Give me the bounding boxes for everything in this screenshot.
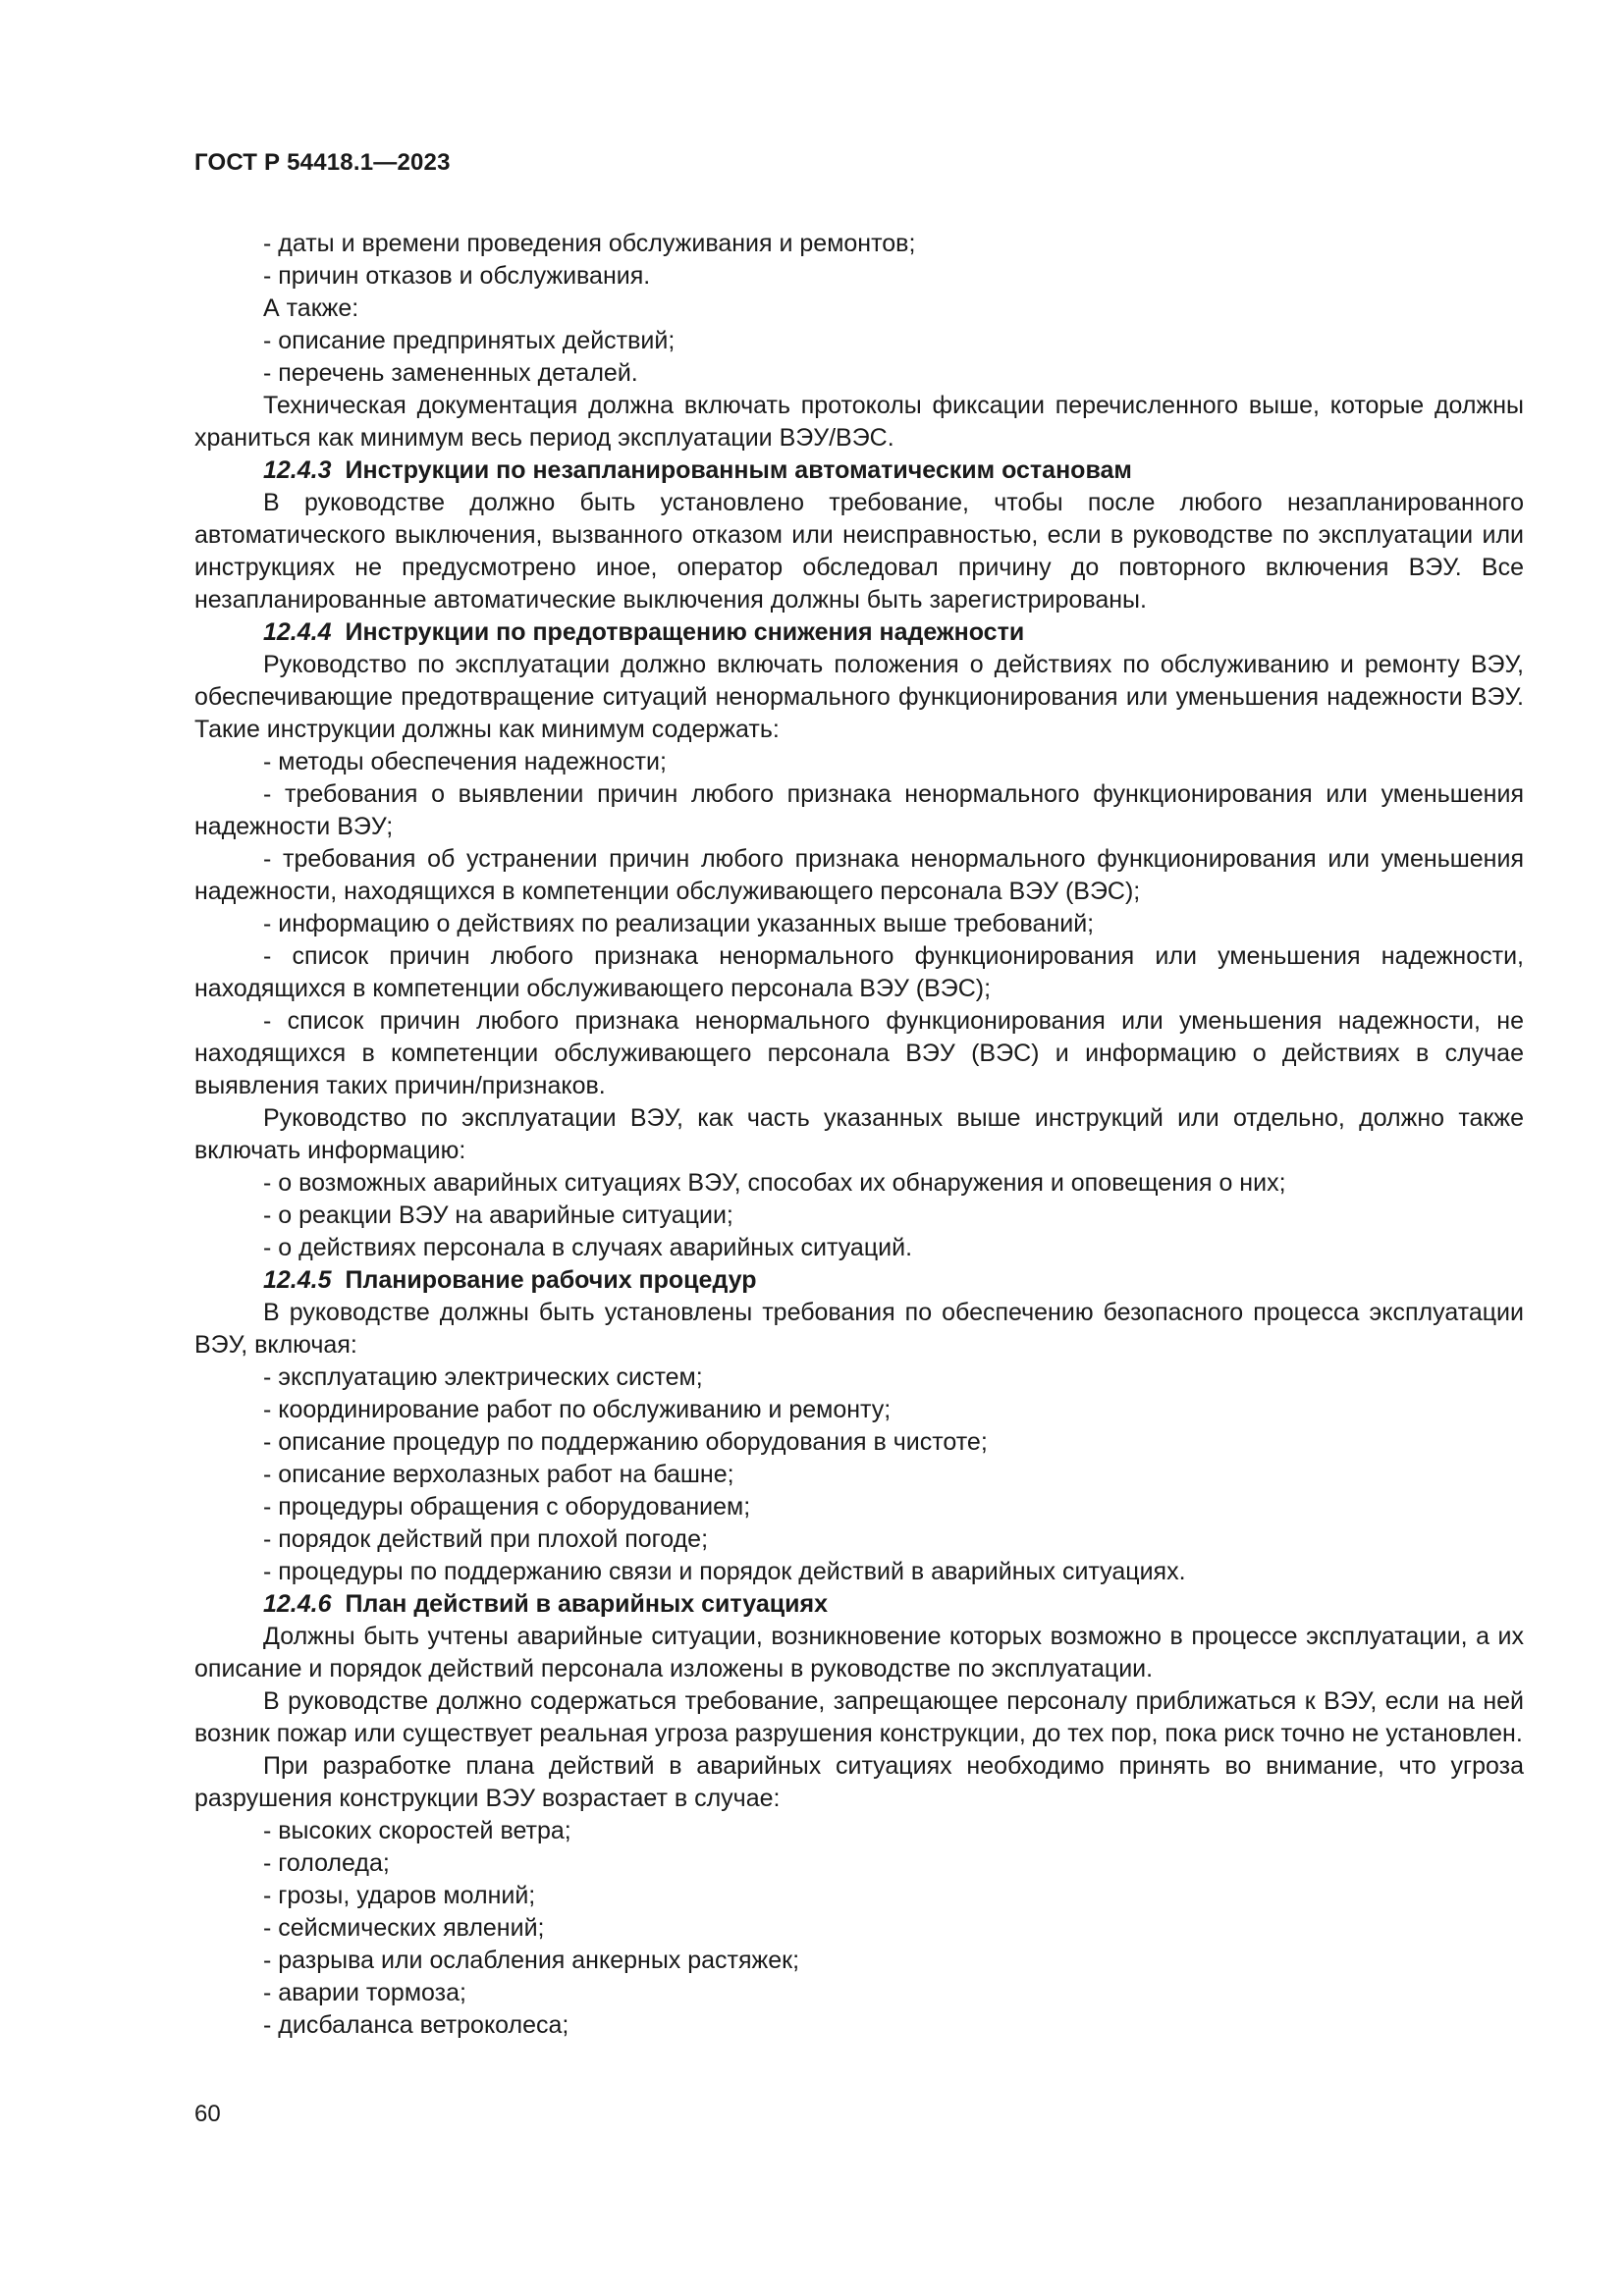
paragraph: Техническая документация должна включать протоколы фиксации перечисленного выше, которые должны храниться как минимум весь период эксплуатации ВЭУ/ВЭС. (194, 392, 1524, 452)
list-item: - перечень замененных деталей. (263, 359, 638, 387)
list-item: - описание верхолазных работ на башне; (263, 1461, 734, 1488)
section-heading (194, 454, 1524, 487)
paragraph: В руководстве должно содержаться требование, запрещающее персоналу приближаться к ВЭУ, если на ней возник пожар или существует реальная угроза разрушения конструкции, до тех пор, пока риск точно не установлен. (194, 1687, 1524, 1747)
section-heading (194, 616, 1524, 649)
list-item: - дисбаланса ветроколеса; (263, 2011, 569, 2039)
list-item: - о действиях персонала в случаях аварийных ситуаций. (263, 1234, 913, 1261)
document-body (194, 228, 1524, 2042)
list-item: - эксплуатацию электрических систем; (263, 1363, 703, 1391)
list-item: - гололеда; (263, 1849, 390, 1877)
list-item: - причин отказов и обслуживания. (263, 262, 651, 290)
list-item: - порядок действий при плохой погоде; (263, 1525, 709, 1553)
list-item: - высоких скоростей ветра; (263, 1817, 571, 1844)
paragraph: Должны быть учтены аварийные ситуации, возникновение которых возможно в процессе эксплуатации, а их описание и порядок действий персонала изложены в руководстве по эксплуатации. (194, 1623, 1524, 1682)
paragraph: Руководство по эксплуатации должно включать положения о действиях по обслуживанию и ремонту ВЭУ, обеспечивающие предотвращение ситуаций ненормального функционирования или уменьшения надежности ВЭУ. Такие инструкции должны как минимум содержать: (194, 651, 1524, 743)
paragraph: В руководстве должны быть установлены требования по обеспечению безопасного процесса эксплуатации ВЭУ, включая: (194, 1299, 1524, 1359)
list-item: - описание процедур по поддержанию оборудования в чистоте; (263, 1428, 988, 1456)
paragraph: Руководство по эксплуатации ВЭУ, как часть указанных выше инструкций или отдельно, должно также включать информацию: (194, 1104, 1524, 1164)
list-item: - сейсмических явлений; (263, 1914, 545, 1942)
section-heading (194, 1588, 1524, 1621)
paragraph: При разработке плана действий в аварийных ситуациях необходимо принять во внимание, что угроза разрушения конструкции ВЭУ возрастает в случае: (194, 1752, 1524, 1812)
list-item: - разрыва или ослабления анкерных растяжек; (263, 1947, 800, 1974)
page-header-standard-code: ГОСТ Р 54418.1—2023 (194, 149, 451, 176)
list-item: - процедуры обращения с оборудованием; (263, 1493, 751, 1521)
section-number: 12.4.5 (263, 1266, 332, 1294)
list-item: А также: (263, 294, 359, 322)
paragraph: В руководстве должно быть установлено требование, чтобы после любого незапланированного автоматического выключения, вызванного отказом или неисправностью, если в руководстве по эксплуатации или инструкциях не предусмотрено иное, оператор обследовал причину до повторного включения ВЭУ. Все незапланированные автоматические выключения должны быть зарегистрированы. (194, 489, 1524, 614)
paragraph: - список причин любого признака ненормального функционирования или уменьшения надежности, находящихся в компетенции обслуживающего персонала ВЭУ (ВЭС); (194, 942, 1524, 1002)
paragraph: - список причин любого признака ненормального функционирования или уменьшения надежности, не находящихся в компетенции обслуживающего персонала ВЭУ (ВЭС) и информацию о действиях в случае выявления таких причин/признаков. (194, 1007, 1524, 1099)
section-title: Планирование рабочих процедур (345, 1266, 757, 1294)
paragraph: - требования о выявлении причин любого признака ненормального функционирования или уменьшения надежности ВЭУ; (194, 780, 1524, 840)
list-item: - аварии тормоза; (263, 1979, 466, 2006)
page-number: 60 (194, 2101, 221, 2127)
list-item: - методы обеспечения надежности; (263, 748, 667, 775)
list-item: - о возможных аварийных ситуациях ВЭУ, способах их обнаружения и оповещения о них; (263, 1169, 1286, 1197)
section-title: План действий в аварийных ситуациях (345, 1590, 828, 1618)
list-item: - информацию о действиях по реализации указанных выше требований; (263, 910, 1095, 937)
list-item: - даты и времени проведения обслуживания и ремонтов; (263, 230, 916, 257)
list-item: - грозы, ударов молний; (263, 1882, 536, 1909)
section-number: 12.4.4 (263, 618, 332, 646)
list-item: - описание предпринятых действий; (263, 327, 676, 354)
list-item: - процедуры по поддержанию связи и порядок действий в аварийных ситуациях. (263, 1558, 1186, 1585)
section-heading (194, 1264, 1524, 1297)
section-number: 12.4.6 (263, 1590, 332, 1618)
list-item: - координирование работ по обслуживанию и ремонту; (263, 1396, 892, 1423)
section-number: 12.4.3 (263, 456, 332, 484)
paragraph: - требования об устранении причин любого признака ненормального функционирования или уменьшения надежности, находящихся в компетенции обслуживающего персонала ВЭУ (ВЭС); (194, 845, 1524, 905)
list-item: - о реакции ВЭУ на аварийные ситуации; (263, 1201, 733, 1229)
section-title: Инструкции по предотвращению снижения надежности (345, 618, 1025, 646)
section-title: Инструкции по незапланированным автоматическим остановам (345, 456, 1132, 484)
